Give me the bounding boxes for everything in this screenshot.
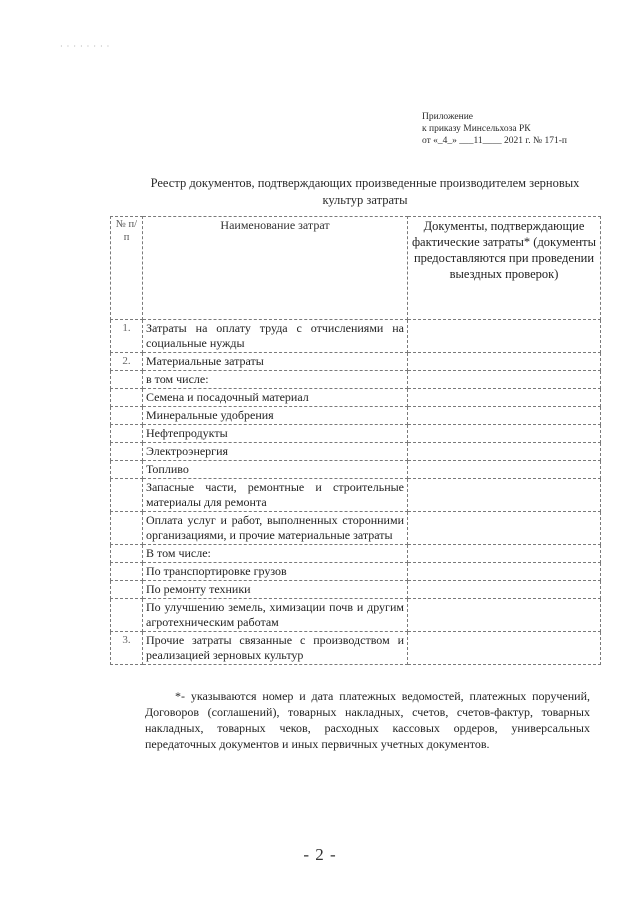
cost-register-table	[110, 216, 601, 665]
table-row	[111, 425, 601, 443]
appendix-line-2: к приказу Минсельхоза РК	[422, 124, 531, 134]
row-documents	[408, 443, 601, 461]
row-number	[111, 563, 143, 581]
row-number	[111, 425, 143, 443]
table-row	[111, 371, 601, 389]
row-cost-name: Нефтепродукты	[143, 425, 408, 443]
table-row	[111, 320, 601, 353]
table-row	[111, 632, 601, 665]
row-documents	[408, 545, 601, 563]
row-cost-name: в том числе:	[143, 371, 408, 389]
row-number	[111, 512, 143, 545]
table-row	[111, 581, 601, 599]
document-title: Реестр документов, подтверждающих произведенные производителем зерновых культур затраты	[150, 176, 580, 207]
table-row	[111, 407, 601, 425]
row-documents	[408, 599, 601, 632]
row-number: 3.	[111, 632, 143, 665]
row-cost-name: По транспортировке грузов	[143, 563, 408, 581]
row-documents	[408, 581, 601, 599]
row-number	[111, 599, 143, 632]
table-row	[111, 479, 601, 512]
table-row	[111, 563, 601, 581]
row-cost-name: Оплата услуг и работ, выполненных сторонними организациями, и прочие материальные затраты	[143, 512, 408, 545]
row-cost-name: Материальные затраты	[143, 353, 408, 371]
page-number: - 2 -	[303, 845, 337, 864]
row-cost-name: Затраты на оплату труда с отчислениями на социальные нужды	[143, 320, 408, 353]
row-documents	[408, 479, 601, 512]
row-documents	[408, 512, 601, 545]
row-documents	[408, 425, 601, 443]
row-documents	[408, 563, 601, 581]
row-documents	[408, 389, 601, 407]
row-number	[111, 371, 143, 389]
header-documents: Документы, подтверждающие фактические затраты* (документы предоставляются при проведении выездных проверок)	[408, 217, 601, 320]
appendix-header	[422, 111, 567, 147]
header-number: № п/п	[111, 217, 143, 320]
table-row	[111, 353, 601, 371]
row-cost-name: Минеральные удобрения	[143, 407, 408, 425]
row-documents	[408, 371, 601, 389]
row-cost-name: По ремонту техники	[143, 581, 408, 599]
table-header-row	[111, 217, 601, 320]
row-number	[111, 545, 143, 563]
row-cost-name: Прочие затраты связанные с производством и реализацией зерновых культур	[143, 632, 408, 665]
table-row	[111, 545, 601, 563]
row-number	[111, 443, 143, 461]
row-number: 1.	[111, 320, 143, 353]
table-row	[111, 443, 601, 461]
row-number	[111, 389, 143, 407]
table-row	[111, 461, 601, 479]
appendix-line-1: Приложение	[422, 112, 473, 122]
appendix-line-3: от «_4_» ___11____ 2021 г. № 171-п	[422, 136, 567, 146]
row-cost-name: Запасные части, ремонтные и строительные материалы для ремонта	[143, 479, 408, 512]
row-documents	[408, 320, 601, 353]
table-row	[111, 512, 601, 545]
table-row	[111, 389, 601, 407]
row-documents	[408, 407, 601, 425]
row-cost-name: Топливо	[143, 461, 408, 479]
row-number: 2.	[111, 353, 143, 371]
row-cost-name: Электроэнергия	[143, 443, 408, 461]
row-number	[111, 461, 143, 479]
scan-artifact: · · · · · · · ·	[60, 42, 111, 51]
row-documents	[408, 353, 601, 371]
row-number	[111, 581, 143, 599]
row-documents	[408, 461, 601, 479]
footnote: *- указываются номер и дата платежных ведомостей, платежных поручений, Договоров (соглашений), товарных накладных, счетов, счетов-фактур, товарных накладных, товарных чеков, расходных кассовых ордеров, универсальных передаточных документов и иных первичных учетных документов.	[145, 689, 590, 751]
row-number	[111, 407, 143, 425]
row-cost-name: В том числе:	[143, 545, 408, 563]
row-cost-name: По улучшению земель, химизации почв и другим агротехническим работам	[143, 599, 408, 632]
row-cost-name: Семена и посадочный материал	[143, 389, 408, 407]
row-number	[111, 479, 143, 512]
row-documents	[408, 632, 601, 665]
header-cost-name: Наименование затрат	[143, 217, 408, 320]
table-row	[111, 599, 601, 632]
